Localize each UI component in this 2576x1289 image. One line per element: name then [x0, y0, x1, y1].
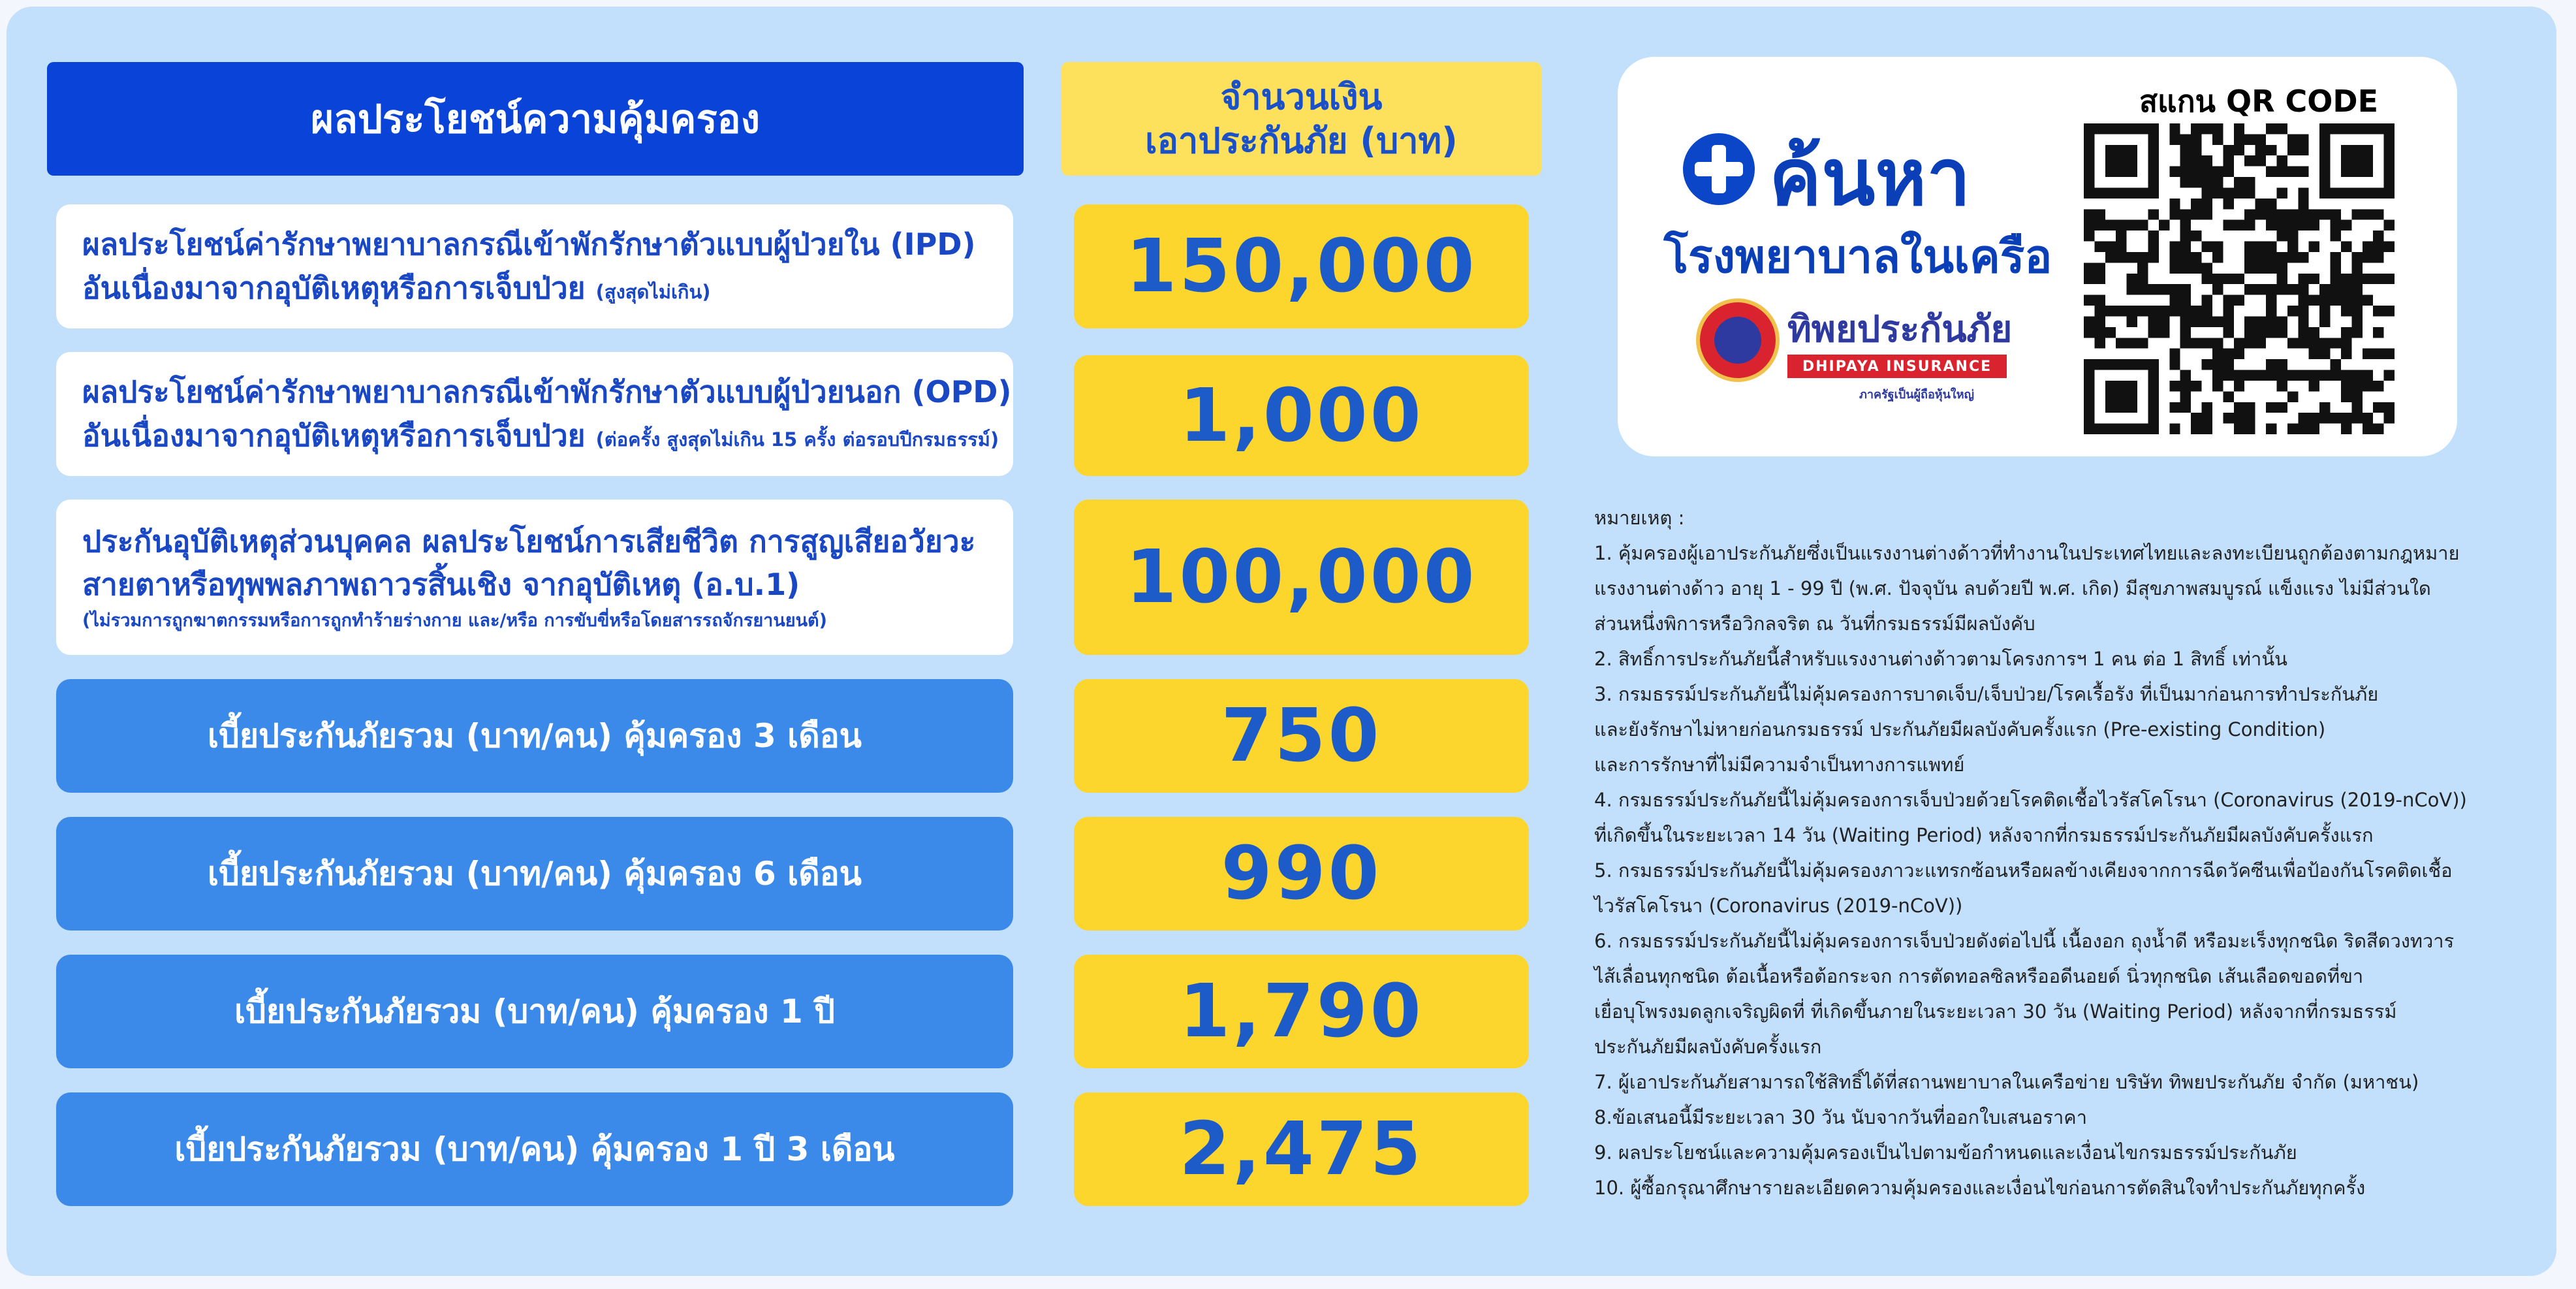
- benefits-header-text: ผลประโยชน์ความคุ้มครอง: [310, 96, 761, 142]
- premium-label: เบี้ยประกันภัยรวม (บาท/คน) คุ้มครอง 1 ปี: [234, 992, 835, 1030]
- benefit-line2: [82, 414, 999, 458]
- search-title: ค้นหา: [1769, 133, 1971, 223]
- premium-amount-1-year: [1074, 955, 1529, 1068]
- note-line: 5. กรมธรรม์ประกันภัยนี้ไม่คุ้มครองภาวะแทรกซ้อนหรือผลข้างเคียงจากการฉีดวัคซีนเพื่อป้องกันโรคติดเชื้อ: [1594, 859, 2453, 882]
- benefit-line1: ผลประโยชน์ค่ารักษาพยาบาลกรณีเข้าพักรักษาตัวแบบผู้ป่วยใน (IPD): [82, 227, 976, 263]
- premium-label: เบี้ยประกันภัยรวม (บาท/คน) คุ้มครอง 1 ปี 3 เดือน: [174, 1130, 895, 1168]
- amount-value: 100,000: [1125, 535, 1477, 620]
- amount-value: 150,000: [1125, 224, 1477, 309]
- amount-value: 1,000: [1179, 373, 1424, 458]
- benefit-line1: ผลประโยชน์ค่ารักษาพยาบาลกรณีเข้าพักรักษาตัวแบบผู้ป่วยนอก (OPD): [82, 374, 1012, 410]
- note-line: 4. กรมธรรม์ประกันภัยนี้ไม่คุ้มครองการเจ็บป่วยด้วยโรคติดเชื้อไวรัสโคโรนา (Coronavirus (2019-nCoV)): [1594, 789, 2467, 811]
- note-line: ไส้เลื่อนทุกชนิด ต้อเนื้อหรือต้อกระจก การตัดทอลซิลหรืออดีนอยด์ นิ่วทุกชนิด เส้นเลือดขอดที่ขา: [1594, 965, 2364, 987]
- benefit-note: (ไม่รวมการถูกฆาตกรรมหรือการถูกทำร้ายร่างกาย และ/หรือ การขับขี่หรือโดยสารรถจักรยานยนต์): [82, 611, 827, 631]
- note-line: และยังรักษาไม่หายก่อนกรมธรรม์ ประกันภัยมีผลบังคับครั้งแรก (Pre-existing Condition): [1594, 718, 2326, 740]
- premium-row-1-year-3-months: [56, 1092, 1013, 1206]
- amount-header-line1: จำนวนเงิน: [1220, 76, 1383, 118]
- qr-code-icon[interactable]: [2084, 123, 2395, 434]
- notes-heading: หมายเหตุ :: [1594, 507, 1685, 529]
- note-line: เยื่อบุโพรงมดลูกเจริญผิดที่ ที่เกิดขึ้นภายในระยะเวลา 30 วัน (Waiting Period) หลังจากที่กรมธรรม์: [1594, 1000, 2397, 1023]
- premium-row-3-months: [56, 679, 1013, 793]
- logo-tagline: ภาครัฐเป็นผู้ถือหุ้นใหญ่: [1859, 388, 1974, 402]
- dhipaya-seal-icon: [1696, 298, 1780, 382]
- note-line: 8.ข้อเสนอนี้มีระยะเวลา 30 วัน นับจากวันที่ออกใบเสนอราคา: [1594, 1106, 2087, 1128]
- benefit-line2: [82, 266, 987, 310]
- amount-header-line2: เอาประกันภัย (บาท): [1145, 120, 1458, 161]
- note-line: แรงงานต่างด้าว อายุ 1 - 99 ปี (พ.ศ. ปัจจุบัน ลบด้วยปี พ.ศ. เกิด) มีสุขภาพสมบูรณ์ แข็งแรง ไม่มีส่วนใด: [1594, 577, 2431, 599]
- note-line: ส่วนหนึ่งพิการหรือวิกลจริต ณ วันที่กรมธรรม์มีผลบังคับ: [1594, 613, 2035, 635]
- note-line: 9. ผลประโยชน์และความคุ้มครองเป็นไปตามข้อกำหนดและเงื่อนไขกรมธรรม์ประกันภัย: [1594, 1141, 2297, 1164]
- premium-row-1-year: [56, 955, 1013, 1068]
- qr-label: สแกน QR CODE: [2139, 84, 2379, 119]
- note-line: ไวรัสโคโรนา (Coronavirus (2019-nCoV)): [1594, 895, 1963, 917]
- medical-cross-icon: [1683, 133, 1755, 205]
- premium-amount-1-year-3-months: [1074, 1092, 1529, 1206]
- search-subtitle: โรงพยาบาลในเครือ: [1663, 230, 2052, 283]
- amount-value: 1,790: [1179, 969, 1424, 1054]
- benefit-row-opd: [56, 352, 1013, 476]
- note-line: และการรักษาที่ไม่มีความจำเป็นทางการแพทย์: [1594, 754, 1965, 776]
- amount-opd: [1074, 355, 1529, 476]
- amount-column-header: [1061, 62, 1541, 176]
- note-line: 10. ผู้ซื้อกรุณาศึกษารายละเอียดความคุ้มครองและเงื่อนไขก่อนการตัดสินใจทำประกันภัยทุกครั้ง: [1594, 1177, 2366, 1199]
- note-line: 1. คุ้มครองผู้เอาประกันภัยซึ่งเป็นแรงงานต่างด้าวที่ทำงานในประเทศไทยและลงทะเบียนถูกต้องตามกฎหมาย: [1594, 542, 2460, 564]
- logo-name: ทิพยประกันภัย: [1787, 308, 2013, 351]
- premium-amount-6-months: [1074, 817, 1529, 931]
- benefit-row-accident: [56, 500, 1013, 655]
- note-line: 2. สิทธิ์การประกันภัยนี้สำหรับแรงงานต่างด้าวตามโครงการฯ 1 คน ต่อ 1 สิทธิ์ เท่านั้น: [1594, 648, 2287, 670]
- amount-value: 2,475: [1179, 1107, 1424, 1192]
- benefit-line2: สายตาหรือทุพพลภาพถาวรสิ้นเชิง จากอุบัติเหตุ (อ.บ.1): [82, 567, 800, 603]
- amount-value: 990: [1221, 831, 1382, 916]
- note-line: 6. กรมธรรม์ประกันภัยนี้ไม่คุ้มครองการเจ็บป่วยดังต่อไปนี้ เนื้องอก ถุงน้ำดี หรือมะเร็งทุกชนิด ริดสีดวงทวาร: [1594, 930, 2455, 952]
- dhipaya-logo: [1696, 298, 2013, 409]
- benefit-note: (สูงสุดไม่เกิน): [595, 281, 711, 303]
- note-line: 7. ผู้เอาประกันภัยสามารถใช้สิทธิ์ได้ที่สถานพยาบาลในเครือข่าย บริษัท ทิพยประกันภัย จำกัด (มหาชน): [1594, 1071, 2419, 1093]
- benefits-column-header: [47, 62, 1024, 176]
- amount-value: 750: [1221, 693, 1382, 778]
- premium-row-6-months: [56, 817, 1013, 931]
- benefit-line1: ประกันอุบัติเหตุส่วนบุคคล ผลประโยชน์การเสียชีวิต การสูญเสียอวัยวะ: [82, 523, 976, 559]
- note-line: ที่เกิดขึ้นในระยะเวลา 14 วัน (Waiting Period) หลังจากที่กรมธรรม์ประกันภัยมีผลบังคับครั้งแรก: [1594, 824, 2374, 846]
- benefit-line2-text: อันเนื่องมาจากอุบัติเหตุหรือการเจ็บป่วย: [82, 418, 586, 453]
- note-line: 3. กรมธรรม์ประกันภัยนี้ไม่คุ้มครองการบาดเจ็บ/เจ็บป่วย/โรคเรื้อรัง ที่เป็นมาก่อนการทำประกันภัย: [1594, 683, 2379, 705]
- logo-english: DHIPAYA INSURANCE: [1787, 355, 2007, 378]
- note-line: ประกันภัยมีผลบังคับครั้งแรก: [1594, 1036, 1822, 1058]
- premium-label: เบี้ยประกันภัยรวม (บาท/คน) คุ้มครอง 6 เดือน: [208, 854, 862, 893]
- premium-label: เบี้ยประกันภัยรวม (บาท/คน) คุ้มครอง 3 เดือน: [208, 716, 862, 755]
- benefit-row-ipd: [56, 204, 1013, 328]
- hospital-search-card[interactable]: [1618, 57, 2457, 456]
- benefit-line2-text: อันเนื่องมาจากอุบัติเหตุหรือการเจ็บป่วย: [82, 270, 586, 306]
- benefit-note: (ต่อครั้ง สูงสุดไม่เกิน 15 ครั้ง ต่อรอบปีกรมธรรม์): [595, 428, 999, 451]
- notes-section: [1594, 500, 2467, 1205]
- amount-ipd: [1074, 204, 1529, 328]
- amount-accident: [1074, 500, 1529, 655]
- premium-amount-3-months: [1074, 679, 1529, 793]
